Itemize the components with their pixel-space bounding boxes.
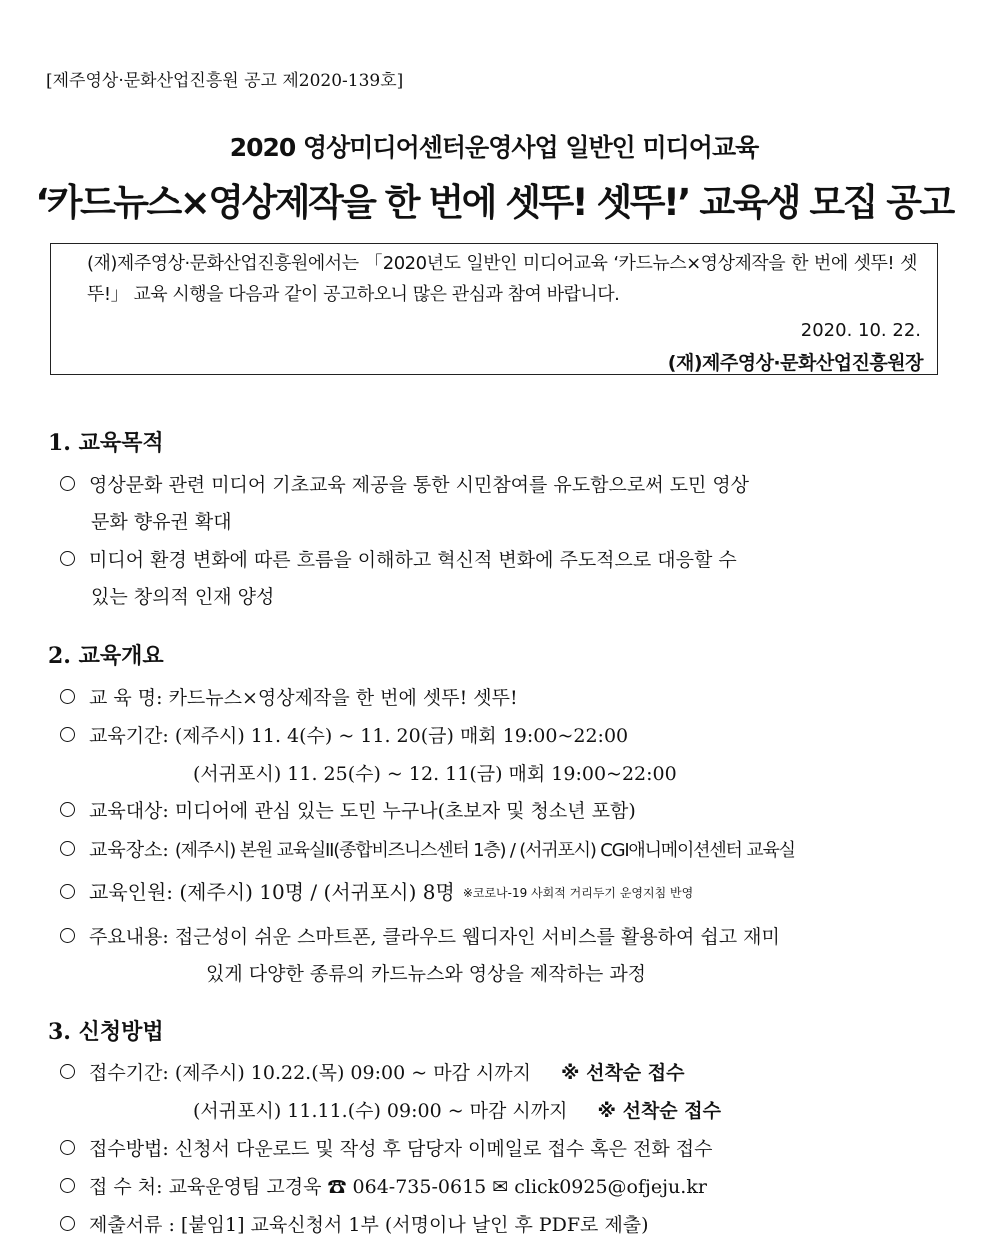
section2-period: 교육기간: (제주시) 11. 4(수) ~ 11. 20(금) 매회 19:00~22:00 (60, 721, 628, 748)
section2-place: 교육장소: (제주시) 본원 교육실II(종합비즈니스센터 1층) / (서귀포시) CGI애니메이션센터 교육실 (60, 835, 795, 862)
section1-item1: 영상문화 관련 미디어 기초교육 제공을 통한 시민참여를 유도함으로써 도민 영상 (60, 470, 749, 497)
section2-period-cont: (서귀포시) 11. 25(수) ~ 12. 11(금) 매회 19:00~22:00 (193, 763, 677, 785)
bullet-circle-icon (60, 551, 75, 566)
bullet-circle-icon (60, 884, 75, 899)
section2-content: 주요내용: 접근성이 쉬운 스마트폰, 클라우드 웹디자인 서비스를 활용하여 쉽고 재미 (60, 922, 780, 949)
title-line2: ‘카드뉴스×영상제작을 한 번에 셋뚜! 셋뚜!’ 교육생 모집 공고 (35, 181, 953, 224)
section1-heading: 1. 교육목적 (48, 430, 164, 456)
section2-name: 교 육 명: 카드뉴스×영상제작을 한 번에 셋뚜! 셋뚜! (60, 683, 518, 710)
section1-item2: 미디어 환경 변화에 따른 흐름을 이해하고 혁신적 변화에 주도적으로 대응할 수 (60, 545, 737, 572)
section3-period-cont: (서귀포시) 11.11.(수) 09:00 ~ 마감 시까지 ※ 선착순 접수 (193, 1100, 721, 1122)
bullet-circle-icon (60, 1178, 75, 1193)
section1-item1-cont: 문화 향유권 확대 (91, 511, 232, 533)
intro-date: 2020. 10. 22. (800, 320, 921, 341)
bullet-circle-icon (60, 476, 75, 491)
notice-number: [제주영상·문화산업진흥원 공고 제2020-139호] (46, 71, 404, 91)
bullet-circle-icon (60, 802, 75, 817)
section3-method: 접수방법: 신청서 다운로드 및 작성 후 담당자 이메일로 접수 혹은 전화 접수 (60, 1134, 712, 1161)
bullet-circle-icon (60, 689, 75, 704)
section3-documents: 제출서류 : [붙임1] 교육신청서 1부 (서명이나 날인 후 PDF로 제출) (60, 1210, 649, 1237)
bullet-circle-icon (60, 1140, 75, 1155)
section3-period: 접수기간: (제주시) 10.22.(목) 09:00 ~ 마감 시까지 ※ 선착순 접수 (60, 1058, 684, 1085)
section3-contact: 접 수 처: 교육운영팀 고경욱 ☎ 064-735-0615 ✉ click0925@ofjeju.kr (60, 1172, 707, 1199)
bullet-circle-icon (60, 1216, 75, 1231)
section1-item2-cont: 있는 창의적 인재 양성 (91, 586, 275, 608)
title-line1: 2020 영상미디어센터운영사업 일반인 미디어교육 (229, 133, 759, 162)
intro-box (50, 243, 938, 375)
section2-target: 교육대상: 미디어에 관심 있는 도민 누구나(초보자 및 청소년 포함) (60, 796, 636, 823)
section2-heading: 2. 교육개요 (48, 643, 164, 669)
section3-heading: 3. 신청방법 (48, 1019, 164, 1045)
intro-text: (재)제주영상·문화산업진흥원에서는 「2020년도 일반인 미디어교육 ‘카드뉴스×영상제작을 한 번에 셋뚜! 셋뚜!」 교육 시행을 다음과 같이 공고하오니 많은 관심과 참여 바랍니다. (87, 253, 917, 305)
bullet-circle-icon (60, 727, 75, 742)
section2-content-cont: 있게 다양한 종류의 카드뉴스와 영상을 제작하는 과정 (206, 963, 647, 985)
bullet-circle-icon (60, 928, 75, 943)
bullet-circle-icon (60, 841, 75, 856)
intro-org: (재)제주영상·문화산업진흥원장 (667, 352, 923, 374)
bullet-circle-icon (60, 1064, 75, 1079)
section2-capacity: 교육인원: (제주시) 10명 / (서귀포시) 8명 ※코로나-19 사회적 거리두기 운영지침 반영 (60, 876, 693, 905)
